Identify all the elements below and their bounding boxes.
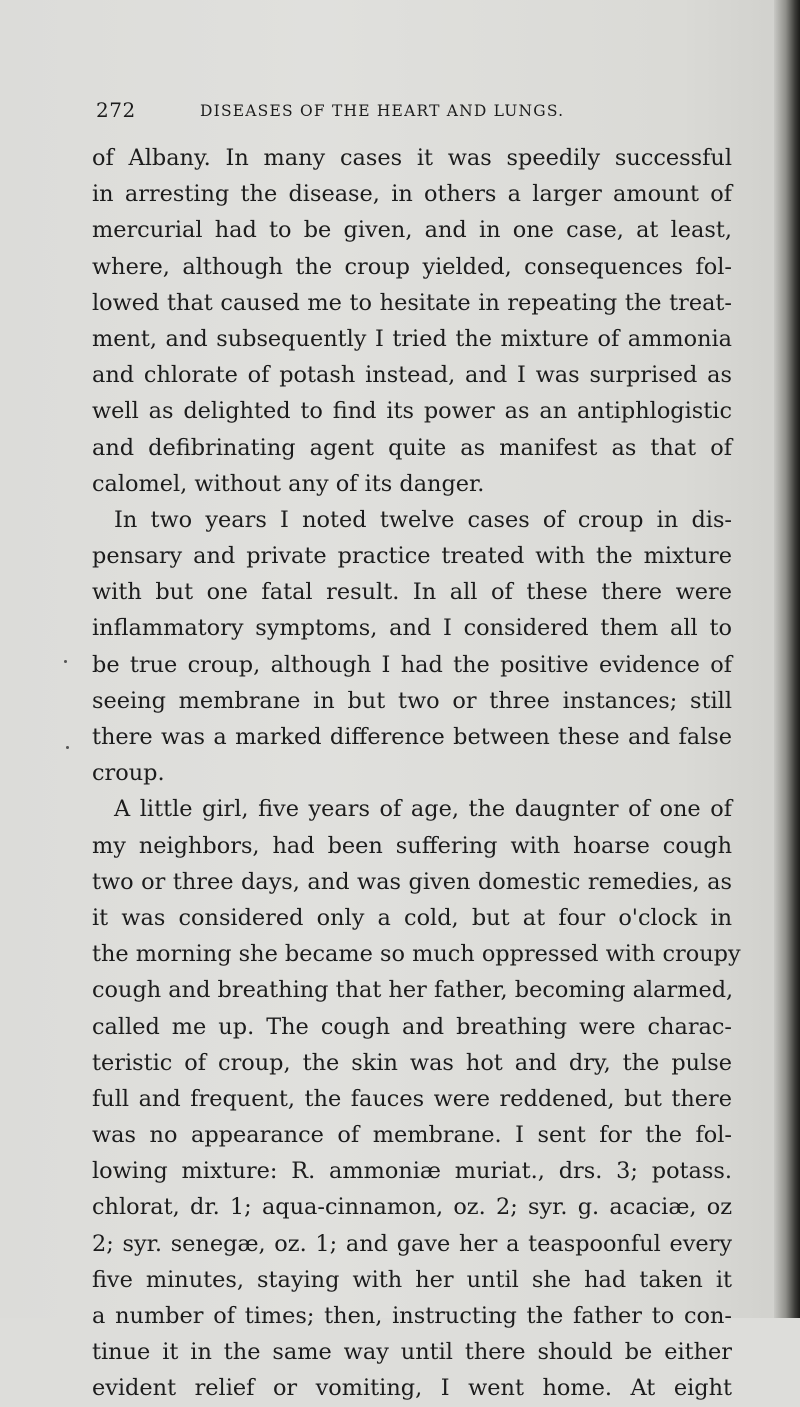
text-line: seeing membrane in but two or three instances; still (92, 687, 732, 714)
text-line: it was considered only a cold, but at four o'clock in (92, 904, 732, 931)
text-line: called me up. The cough and breathing were charac- (92, 1013, 732, 1040)
text-line: cough and breathing that her father, becoming alarmed, (92, 977, 734, 1004)
text-line: with but one fatal result. In all of these there were (92, 579, 732, 606)
text-line: lowed that caused me to hesitate in repeating the treat- (92, 289, 732, 316)
text-line: 2; syr. senegæ, oz. 1; and gave her a teaspoonful every (92, 1230, 732, 1257)
text-line: inflammatory symptoms, and I considered them all to (92, 615, 732, 642)
page-header (96, 98, 736, 132)
body-text (92, 140, 741, 1407)
text-line: and defibrinating agent quite as manifest as that of (92, 434, 732, 461)
text-line: a number of times; then, instructing the father to con- (92, 1303, 732, 1329)
text-line: lowing mixture: R. ammoniæ muriat., drs. 3; potass. (92, 1158, 732, 1185)
text-line: where, although the croup yielded, consequences fol- (92, 253, 732, 280)
text-line: there was a marked difference between these and false (92, 724, 732, 750)
text-line: be true croup, although I had the positive evidence of (92, 651, 732, 678)
text-line: my neighbors, had been suffering with hoarse cough (92, 832, 732, 859)
paper-speck (64, 660, 67, 663)
page-binding-shadow (774, 0, 800, 1318)
text-line: teristic of croup, the skin was hot and dry, the pulse (92, 1049, 732, 1076)
page-number: 272 (96, 98, 136, 122)
text-line: A little girl, five years of age, the daugnter of one of (114, 796, 732, 823)
text-line: tinue it in the same way until there should be either (92, 1339, 732, 1366)
text-line: two or three days, and was given domestic remedies, as (92, 868, 732, 895)
text-line: mercurial had to be given, and in one case, at least, (92, 217, 732, 244)
text-line: chlorat, dr. 1; aqua-cinnamon, oz. 2; syr. g. acaciæ, oz (92, 1194, 732, 1221)
text-line: full and frequent, the fauces were reddened, but there (92, 1085, 732, 1112)
text-line: was no appearance of membrane. I sent for the fol- (92, 1122, 732, 1149)
text-line: five minutes, staying with her until she had taken it (92, 1266, 732, 1293)
text-line: and chlorate of potash instead, and I was surprised as (92, 362, 732, 389)
text-line: croup. (92, 760, 165, 787)
text-line: in arresting the disease, in others a larger amount of (92, 181, 732, 208)
paper-speck (66, 746, 69, 749)
running-head: DISEASES OF THE HEART AND LUNGS. (200, 102, 565, 120)
text-line: well as delighted to find its power as an antiphlogistic (92, 398, 732, 425)
text-line: calomel, without any of its danger. (92, 470, 485, 497)
text-line: pensary and private practice treated with the mixture (92, 543, 732, 570)
text-line: In two years I noted twelve cases of croup in dis- (114, 506, 732, 533)
text-line: the morning she became so much oppressed with croupy (92, 941, 741, 968)
text-line: ment, and subsequently I tried the mixture of ammonia (92, 325, 732, 352)
text-line: evident relief or vomiting, I went home. At eight (92, 1375, 732, 1402)
text-line: of Albany. In many cases it was speedily successful (92, 145, 732, 171)
